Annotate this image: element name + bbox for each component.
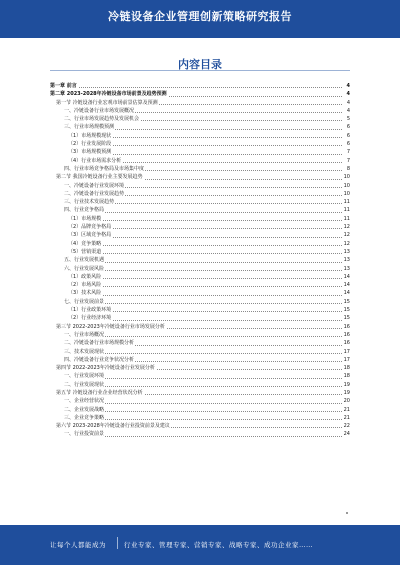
toc-entry[interactable]	[50, 389, 350, 397]
toc-leader-dots	[64, 270, 342, 271]
toc-entry-page: 5	[346, 116, 350, 123]
toc-leader-dots	[64, 336, 342, 337]
toc-entry-page: 13	[343, 257, 350, 264]
toc-entry[interactable]	[50, 406, 350, 414]
toc-entry-text: （5）营销渠道	[68, 248, 102, 255]
toc-entry-page: 15	[343, 307, 350, 314]
toc-entry-page: 16	[343, 323, 350, 330]
toc-entry-page: 11	[343, 199, 350, 206]
toc-entry-page: 11	[343, 207, 350, 214]
toc-entry-text: （4）竞争策略	[68, 240, 102, 247]
toc-entry-text: 第四节 2022-2023年冷链设备行业发展分析	[56, 365, 155, 372]
toc-entry[interactable]	[50, 231, 350, 239]
toc-leader-dots	[64, 403, 342, 404]
footer-divider	[117, 537, 118, 549]
toc-leader-dots	[64, 378, 342, 379]
toc-leader-dots	[68, 295, 342, 296]
toc-entry[interactable]	[50, 182, 350, 190]
toc-entry-page: 14	[343, 273, 350, 280]
toc-entry[interactable]	[50, 140, 350, 148]
toc-entry[interactable]	[50, 289, 350, 297]
toc-entry-page: 4	[346, 83, 350, 89]
toc-entry-page: 21	[343, 406, 350, 413]
toc-entry[interactable]	[50, 190, 350, 198]
toc-entry-page: 16	[343, 340, 350, 347]
toc-entry-text: 二、行业市场发展趋势及发展机会	[64, 116, 140, 123]
toc-entry-text: 一、冷链设备行业市场发展概况	[64, 107, 135, 114]
toc-entry-page: 13	[343, 248, 350, 255]
toc-entry[interactable]	[50, 206, 350, 214]
toc-entry-page: 14	[343, 290, 350, 297]
toc-entry[interactable]	[50, 123, 350, 131]
toc-entry[interactable]	[50, 256, 350, 264]
toc-entry-text: （4）行业市场需求分析	[68, 157, 122, 164]
toc-entry-text: 二、冷链设备行业市场规模分析	[64, 340, 135, 347]
toc-entry-page: 8	[346, 165, 350, 172]
toc-entry[interactable]	[50, 281, 350, 289]
toc-entry-page: 14	[343, 282, 350, 289]
toc-entry[interactable]	[50, 248, 350, 256]
toc-entry-page: 7	[346, 157, 350, 164]
toc-entry-text: 第二节 我国冷链设备行业主要发展趋势	[56, 174, 143, 181]
toc-entry[interactable]	[50, 240, 350, 248]
toc-entry[interactable]	[50, 298, 350, 306]
toc-entry-text: 第五节 冷链设备行业企业经营状况分析	[56, 389, 143, 396]
toc-entry-text: 一、冷链设备行业发展环境	[64, 182, 125, 189]
report-title: 冷链设备企业管理创新策略研究报告	[108, 10, 292, 23]
toc-entry[interactable]	[50, 165, 350, 173]
toc-entry-page: 15	[343, 298, 350, 305]
toc-leader-dots	[68, 220, 342, 221]
toc-entry[interactable]	[50, 339, 350, 347]
toc-entry[interactable]	[50, 356, 350, 364]
toc-entry-text: 第三节 2022-2023年冷链设备行业市场发展分析	[56, 323, 165, 330]
toc-entry-text: 三、行业技术发展趋势	[64, 199, 115, 206]
toc-entry-text: （1）政策风险	[68, 273, 102, 280]
toc-entry-text: 三、行业市场规模预测	[64, 124, 115, 131]
toc-entry-text: （2）市场风险	[68, 282, 102, 289]
toc-entry-text: （1）市场规模	[68, 215, 102, 222]
toc-entry-text: 一、企业经营状况	[64, 398, 105, 405]
toc-entry-page: 13	[343, 265, 350, 272]
toc-entry[interactable]	[50, 314, 350, 322]
toc-entry-text: 四、冷链设备行业竞争状况分析	[64, 356, 135, 363]
toc-entry-text: （3）区域竞争格局	[68, 232, 112, 239]
toc-entry-page: 16	[343, 331, 350, 338]
toc-entry[interactable]	[50, 198, 350, 206]
toc-entry-page: 17	[343, 348, 350, 355]
toc-entry-text: 二、行业发展现状	[64, 381, 105, 388]
toc-entry[interactable]	[50, 107, 350, 115]
toc-entry-page: 10	[343, 190, 350, 197]
toc-entry-page: 10	[343, 182, 350, 189]
toc-entry-text: （1）行业政策环境	[68, 307, 112, 314]
toc-entry-text: 第二章 2023-2028年冷链设备市场前景及趋势预测	[50, 91, 167, 98]
toc-entry-page: 4	[346, 91, 350, 98]
toc-entry[interactable]	[50, 148, 350, 156]
toc-entry[interactable]	[50, 215, 350, 223]
toc-entry[interactable]	[50, 323, 350, 331]
toc-leader-dots	[68, 278, 342, 279]
toc-leader-dots	[64, 411, 342, 412]
toc-entry-page: 17	[343, 356, 350, 363]
toc-entry-text: 一、行业投资前景	[64, 431, 105, 438]
toc-entry-text: 二、企业发展战略	[64, 406, 105, 413]
toc-entry-text: （1）市场规模现状	[68, 132, 112, 139]
toc-leader-dots	[64, 262, 342, 263]
toc-leader-dots	[64, 353, 342, 354]
toc-entry-page: 19	[343, 381, 350, 388]
footer-slogan-right: 行业专家、管理专家、营销专家、战略专家、成功企业家……	[124, 541, 313, 549]
toc-entry-text: 七、行业发展前景	[64, 298, 105, 305]
toc-entry-text: 六、行业发展风险	[64, 265, 105, 272]
toc-leader-dots	[64, 436, 342, 437]
toc-entry-page: 4	[346, 107, 350, 114]
toc-entry-text: 二、冷链设备行业发展趋势	[64, 190, 125, 197]
footer-slogan-left: 让每个人都能成为	[50, 541, 106, 549]
toc-entry-page: 10	[343, 174, 350, 181]
toc-entry[interactable]	[50, 397, 350, 405]
toc-entry[interactable]	[50, 173, 350, 181]
toc-entry[interactable]	[50, 273, 350, 281]
toc-entry-text: 三、企业竞争策略	[64, 414, 105, 421]
toc-entry-page: 6	[346, 141, 350, 148]
toc-entry-text: （2）品牌竞争格局	[68, 224, 112, 231]
toc-entry[interactable]	[50, 265, 350, 273]
toc-leader-dots	[64, 212, 342, 213]
toc-entry-page: 6	[346, 132, 350, 139]
toc-entry[interactable]	[50, 99, 350, 107]
toc-entry-page: 15	[343, 315, 350, 322]
toc-entry-page: 18	[343, 373, 350, 380]
toc-leader-dots	[64, 303, 342, 304]
toc-divider	[50, 70, 350, 71]
toc-entry-text: 五、行业发展机遇	[64, 257, 105, 264]
toc-entry-text: 第一节 冷链设备行业宏观市场前景估算及预测	[56, 99, 158, 106]
toc-leader-dots	[50, 87, 342, 88]
toc-entry-text: （2）行业发展阶段	[68, 141, 112, 148]
toc-entry-page: 24	[343, 431, 350, 438]
toc-entry[interactable]	[50, 422, 350, 430]
toc-entry-page: 6	[346, 124, 350, 131]
toc-entry[interactable]	[50, 430, 350, 438]
toc-entry-text: （3）市场规模预测	[68, 149, 112, 156]
toc-entry[interactable]	[50, 381, 350, 389]
toc-entry[interactable]	[50, 115, 350, 123]
toc-entry-text: 四、行业竞争格局	[64, 207, 105, 214]
toc-entry[interactable]	[50, 90, 350, 98]
toc-entry-page: 18	[343, 365, 350, 372]
table-of-contents	[50, 82, 350, 439]
toc-entry-page: 4	[346, 99, 350, 106]
toc-entry-text: 第六节 2023-2028年冷链设备行业投资前景及建议	[56, 423, 170, 430]
toc-entry-page: 12	[343, 232, 350, 239]
toc-entry[interactable]	[50, 157, 350, 165]
toc-entry[interactable]	[50, 372, 350, 380]
toc-entry-text: （2）行业经济环境	[68, 315, 112, 322]
toc-entry-text: 一、行业发展环境	[64, 373, 105, 380]
toc-entry-text: 四、行业市场竞争格局及市场集中度	[64, 165, 145, 172]
page-marker-dot	[346, 512, 348, 514]
toc-entry[interactable]	[50, 223, 350, 231]
toc-entry[interactable]	[50, 348, 350, 356]
toc-entry-page: 20	[343, 398, 350, 405]
toc-entry-page: 12	[343, 224, 350, 231]
toc-heading: 内容目录	[178, 58, 222, 71]
toc-leader-dots	[68, 245, 342, 246]
toc-entry-page: 21	[343, 414, 350, 421]
toc-entry-page: 22	[343, 423, 350, 430]
toc-leader-dots	[64, 386, 342, 387]
toc-entry[interactable]	[50, 82, 350, 90]
toc-entry-page: 11	[343, 215, 350, 222]
toc-leader-dots	[64, 419, 342, 420]
toc-leader-dots	[68, 253, 342, 254]
toc-entry-text: 第一章 前言	[50, 83, 77, 89]
toc-entry-text: 三、技术发展现状	[64, 348, 105, 355]
toc-entry[interactable]	[50, 331, 350, 339]
toc-entry-page: 12	[343, 240, 350, 247]
toc-leader-dots	[68, 286, 342, 287]
toc-entry[interactable]	[50, 132, 350, 140]
toc-entry-text: 一、行业市场概况	[64, 331, 105, 338]
toc-entry[interactable]	[50, 364, 350, 372]
toc-entry[interactable]	[50, 414, 350, 422]
toc-entry-text: （3）技术风险	[68, 290, 102, 297]
toc-entry-page: 19	[343, 389, 350, 396]
toc-entry-page: 7	[346, 149, 350, 156]
toc-entry[interactable]	[50, 306, 350, 314]
